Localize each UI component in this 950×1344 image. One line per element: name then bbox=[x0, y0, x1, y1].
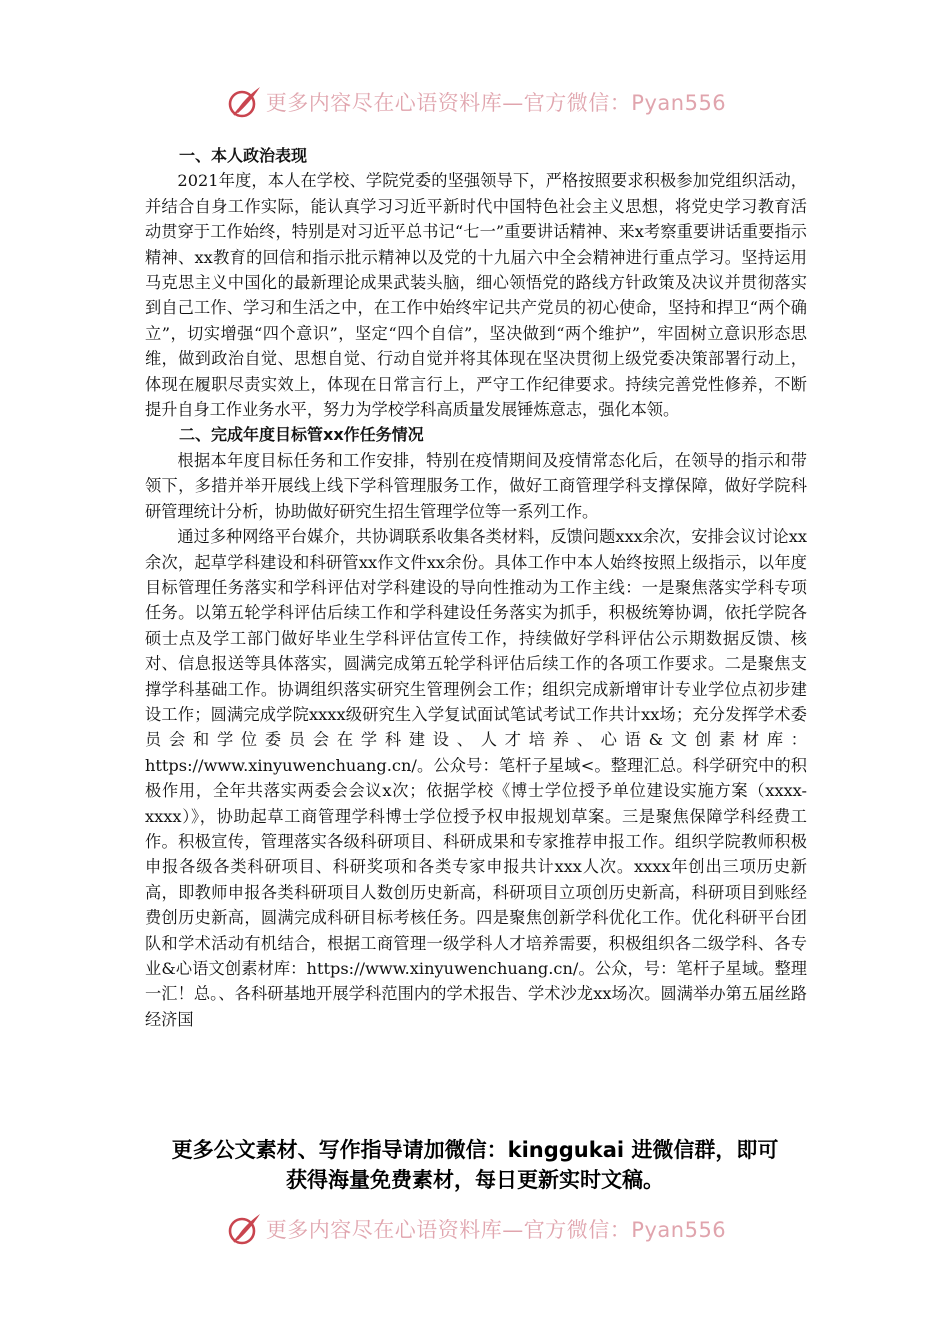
promo-line: 更多公文素材、写作指导请加微信：kinggukai 进微信群，即可 bbox=[171, 1138, 779, 1162]
paragraph: 2021年度，本人在学校、学院党委的坚强领导下，严格按照要求积极参加党组织活动，并结合自身工作实际，能认真学习习近平新时代中国特色社会主义思想，将党史学习教育活动贯穿于工作始终，特别是对习近平总书记“七一”重要讲话精神、来x考察重要讲话重要指示精神、xx教育的回信和指示批示精神以及党的十九届六中全会精神进行重点学习。坚持运用马克思主义中国化的最新理论成果武装头脑，细心领悟党的路线方针政策及决议并贯彻落实到自己工作、学习和生活之中，在工作中始终牢记共产党员的初心使命，坚持和捍卫“两个确立”，切实增强“四个意识”，坚定“四个自信”，坚决做到“两个维护”，牢固树立意识形态思维，做到政治自觉、思想自觉、行动自觉并将其体现在坚决贯彻上级党委决策部署行动上，体现在履职尽责实效上，体现在日常言行上，严守工作纪律要求。持续完善党性修养，不断提升自身工作业务水平，努力为学校学科高质量发展锤炼意志，强化本领。 bbox=[145, 171, 807, 420]
paragraph: 通过多种网络平台媒介，共协调联系收集各类材料，反馈问题xxx余次，安排会议讨论xx余次，起草学科建设和科研管xx作文件xx余份。具体工作中本人始终按照上级指示，以年度目标管理任务落实和学科评估对学科建设的导向性推动为工作主线：一是聚焦落实学科专项任务。以第五轮学科评估后续工作和学科建设任务落实为抓手，积极统筹协调，依托学院各硕士点及学工部门做好毕业生学科评估宣传工作，持续做好学科评估公示期数据反馈、核对、信息报送等具体落实，圆满完成第五轮学科评估后续工作的各项工作要求。二是聚焦支撑学科基础工作。协调组织落实研究生管理例会工作；组织完成新增审计专业学位点初步建设工作；圆满完成学院xxxx级研究生入学复试面试笔试考试工作共计xx场；充分发挥学术委员会和学位委员会在学科建设、人才培养、心语&文创素材库：https://www.xinyuwenchuang.cn/。公众号：笔杆子星域<。整理汇总。科学研究中的积极作用，全年共落实两委会会议x次；依据学校《博士学位授予单位建设实施方案（xxxx-xxxx）》，协助起草工商管理学科博士学位授予权申报规划草案。三是聚焦保障学科经费工作。积极宣传，管理落实各级科研项目、科研成果和专家推荐申报工作。组织学院教师积极申报各级各类科研项目、科研奖项和各类专家申报共计xxx人次。xxxx年创出三项历史新高，即教师申报各类科研项目人数创历史新高，科研项目立项创历史新高，科研项目到账经费创历史新高，圆满完成科研目标考核任务。四是聚焦创新学科优化工作。优化科研平台团队和学术活动有机结合，根据工商管理一级学科人才培养需要，积极组织各二级学科、各专业&心语文创素材库：https://www.xinyuwenchuang.cn/。公众，号：笔杆子星域。整理一汇！总。、各科研基地开展学科范围内的学术报告、学术沙龙xx场次。圆满举办第五届丝路经济国 bbox=[145, 527, 807, 1029]
footer-banner bbox=[0, 1207, 950, 1251]
promo-notice bbox=[60, 1135, 890, 1195]
banner-text: 更多内容尽在心语资料库—官方微信：Pyan556 bbox=[265, 1218, 727, 1242]
header-banner bbox=[0, 80, 950, 124]
section-heading: 二、完成年度目标管xx作任务情况 bbox=[179, 425, 424, 445]
paragraph: 根据本年度目标任务和工作安排，特别在疫情期间及疫情常态化后，在领导的指示和带领下，多措并举开展线上线下学科管理服务工作，做好工商管理学科支撑保障，做好学院科研管理统计分析，协助做好研究生招生管理学位等一系列工作。 bbox=[145, 450, 807, 521]
section-heading: 一、本人政治表现 bbox=[179, 146, 308, 165]
document-body bbox=[145, 143, 807, 1032]
feather-pen-logo-icon bbox=[224, 82, 264, 122]
feather-pen-logo-icon bbox=[224, 1209, 264, 1249]
banner-text: 更多内容尽在心语资料库—官方微信：Pyan556 bbox=[265, 91, 727, 115]
promo-line: 获得海量免费素材，每日更新实时文稿。 bbox=[286, 1168, 664, 1192]
